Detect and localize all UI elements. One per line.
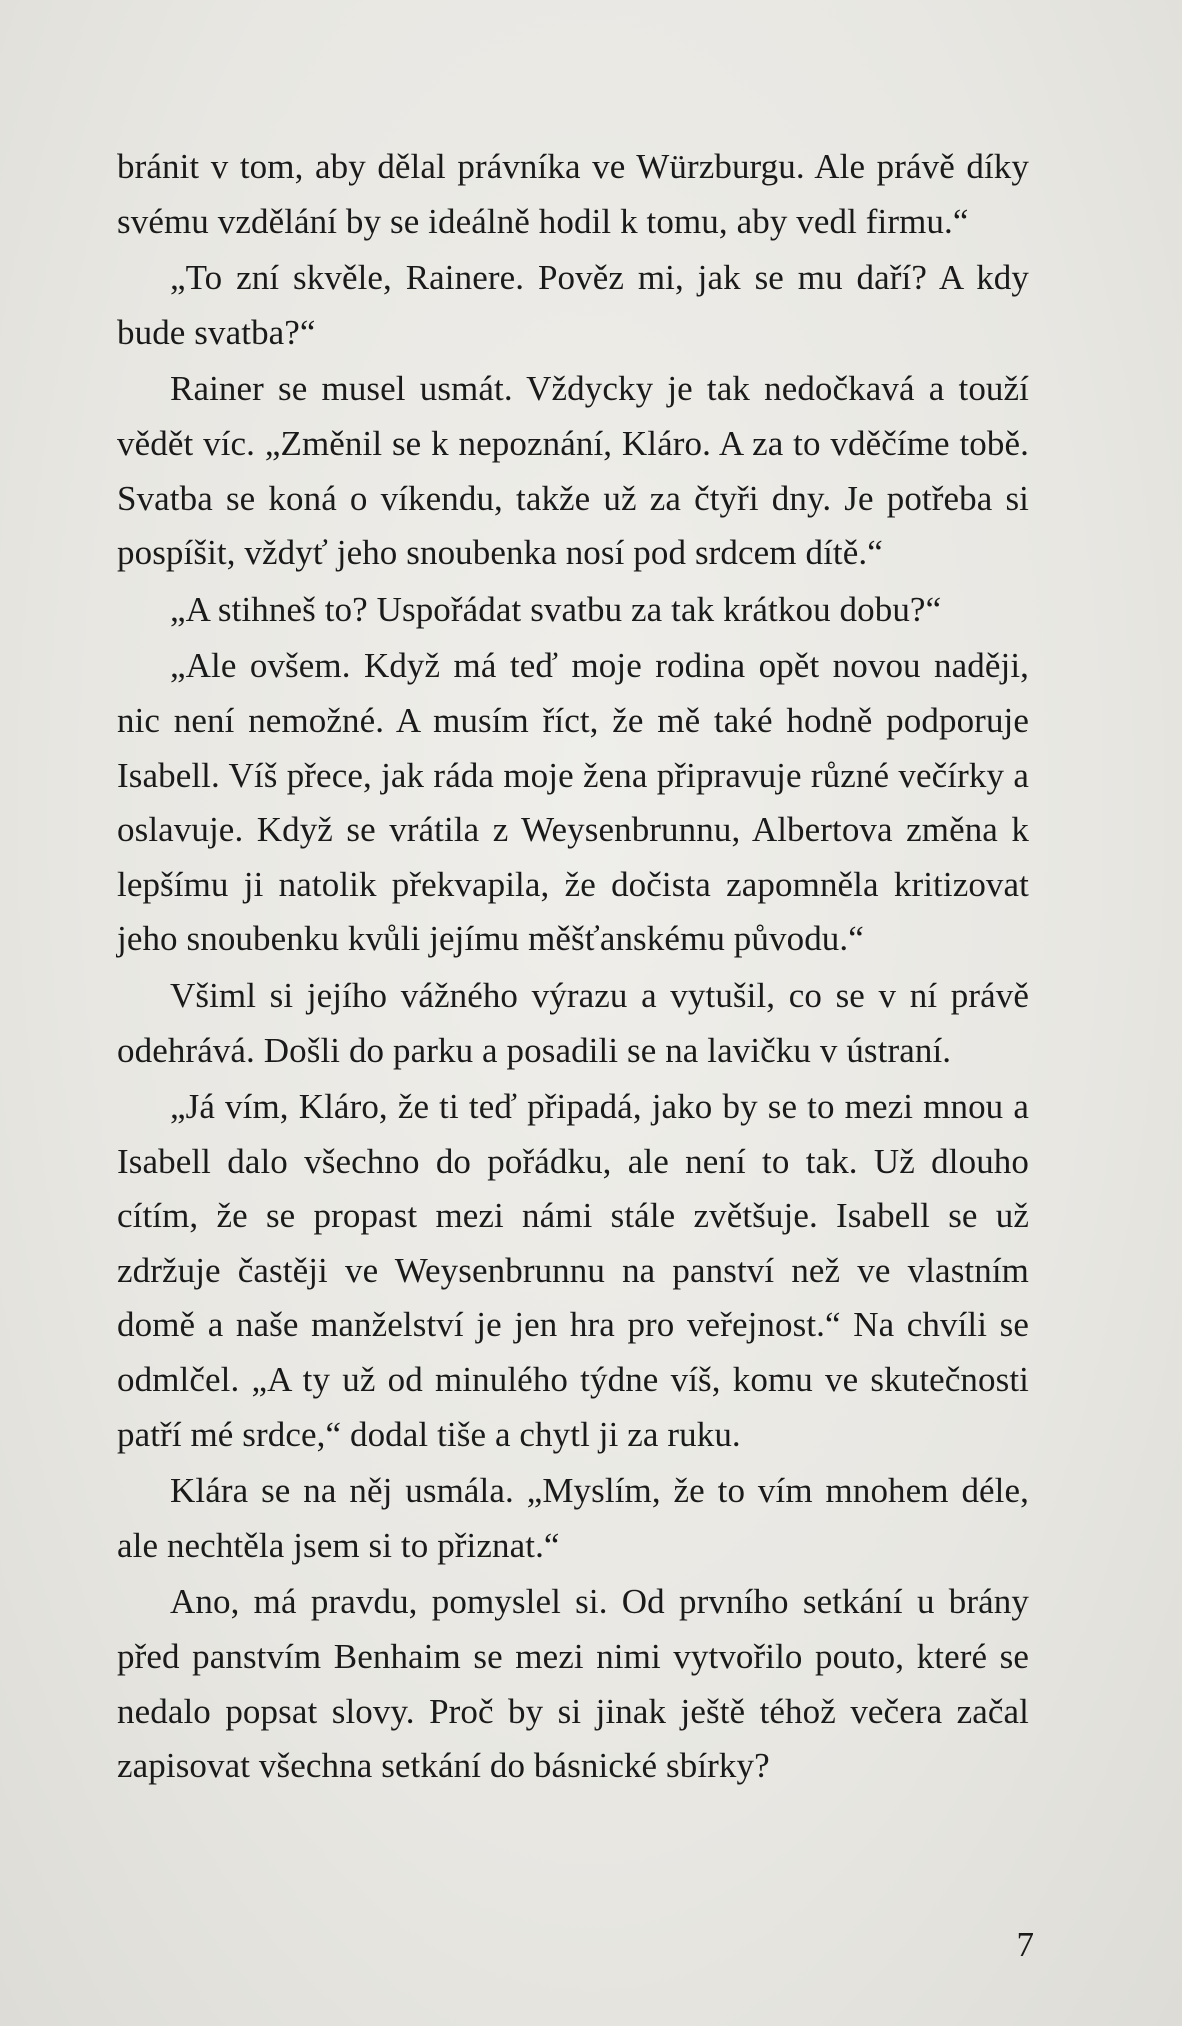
page-body [117,140,1029,1796]
paragraph: Rainer se musel usmát. Vždycky je tak nedočkavá a touží vědět víc. „Změnil se k nepoznání, Kláro. A za to vděčíme tobě. Svatba se koná o víkendu, takže už za čtyři dny. Je potřeba si pospíšit, vždyť jeho snoubenka nosí pod srdcem dítě.“ [117,369,1029,573]
paragraph: „Ale ovšem. Když má teď moje rodina opět novou naději, nic není nemožné. A musím říct, že mě také hodně podporuje Isabell. Víš přece, jak ráda moje žena připravuje různé večírky a oslavuje. Když se vrátila z Weysenbrunnu, Albertova změna k lepšímu ji natolik překvapila, že dočista zapomněla kritizovat jeho snoubenku kvůli jejímu měšťanskému původu.“ [117,646,1029,959]
paragraph: Všiml si jejího vážného výrazu a vytušil, co se v ní právě odehrává. Došli do parku a posadili se na lavičku v ústraní. [117,975,1029,1070]
paragraph: Ano, má pravdu, pomyslel si. Od prvního setkání u brány před panstvím Benhaim se mezi nimi vytvořilo pouto, které se nedalo popsat slovy. Proč by si jinak ještě téhož večera začal zapisovat všechna setkání do básnické sbírky? [117,1582,1029,1786]
page-number: 7 [1016,1925,1034,1964]
paragraph: bránit v tom, aby dělal právníka ve Würzburgu. Ale právě díky svému vzdělání by se ideálně hodil k tomu, aby vedl firmu.“ [117,147,1029,241]
paragraph: Klára se na něj usmála. „Myslím, že to vím mnohem déle, ale nechtěla jsem si to přiznat.“ [117,1471,1029,1565]
paragraph: „Já vím, Kláro, že ti teď připadá, jako by se to mezi mnou a Isabell dalo všechno do pořádku, ale není to tak. Už dlouho cítím, že se propast mezi námi stále zvětšuje. Isabell se už zdržuje častěji ve Weysenbrunnu na panství než ve vlastním domě a naše manželství je jen hra pro veřejnost.“ Na chvíli se odmlčel. „A ty už od minulého týdne víš, komu ve skutečnosti patří mé srdce,“ dodal tiše a chytl ji za ruku. [117,1087,1029,1454]
paragraph: „A stihneš to? Uspořádat svatbu za tak krátkou dobu?“ [170,589,942,629]
paragraph: „To zní skvěle, Rainere. Pověz mi, jak se mu daří? A kdy bude svatba?“ [117,258,1029,352]
